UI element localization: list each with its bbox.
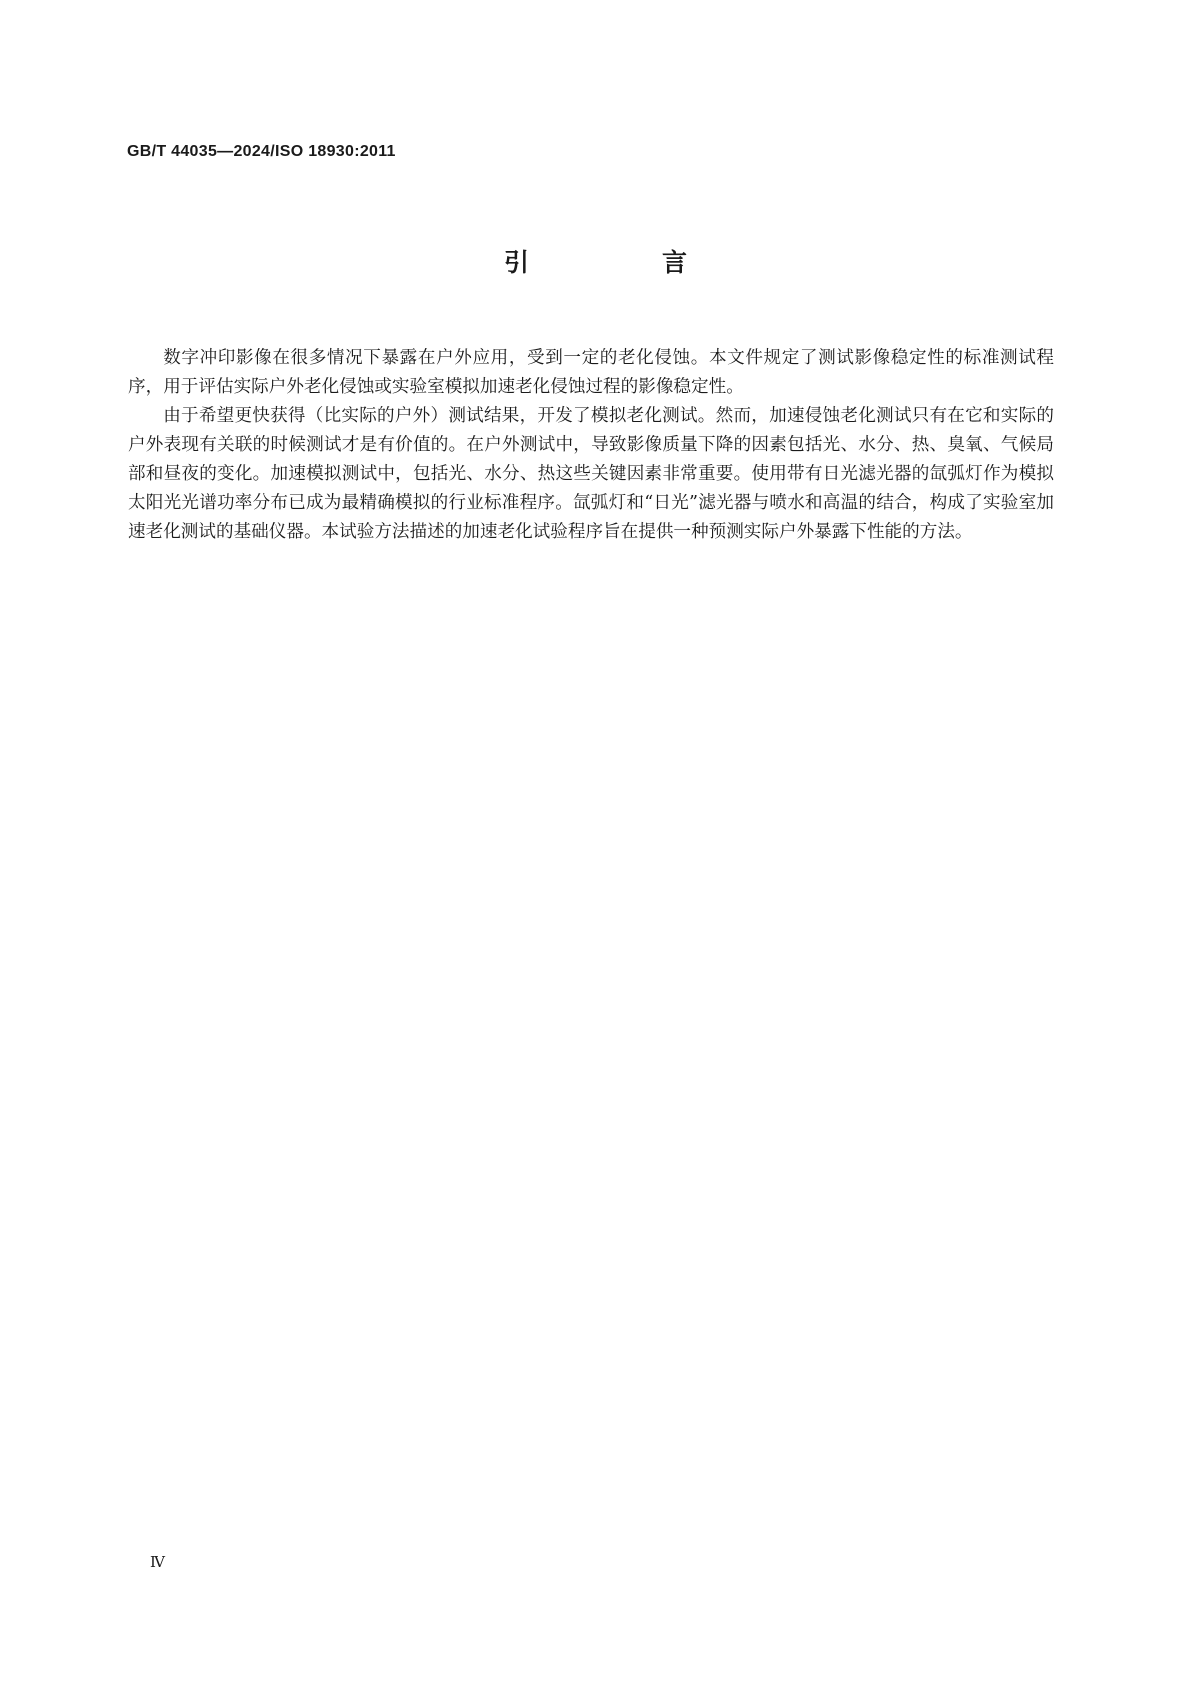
paragraph: 数字冲印影像在很多情况下暴露在户外应用，受到一定的老化侵蚀。本文件规定了测试影像稳定性的标准测试程序，用于评估实际户外老化侵蚀或实验室模拟加速老化侵蚀过程的影像稳定性。: [128, 348, 1054, 397]
introduction-body: [128, 344, 1054, 547]
page-title: 引 言: [503, 248, 741, 277]
standard-number-header: GB/T 44035—2024/ISO 18930:2011: [127, 143, 396, 160]
page-number: Ⅳ: [150, 1553, 165, 1571]
paragraph: 由于希望更快获得（比实际的户外）测试结果，开发了模拟老化测试。然而，加速侵蚀老化测试只有在它和实际的户外表现有关联的时候测试才是有价值的。在户外测试中，导致影像质量下降的因素包括光、水分、热、臭氧、气候局部和昼夜的变化。加速模拟测试中，包括光、水分、热这些关键因素非常重要。使用带有日光滤光器的氙弧灯作为模拟太阳光光谱功率分布已成为最精确模拟的行业标准程序。氙弧灯和“日光”滤光器与喷水和高温的结合，构成了实验室加速老化测试的基础仪器。本试验方法描述的加速老化试验程序旨在提供一种预测实际户外暴露下性能的方法。: [128, 406, 1054, 542]
